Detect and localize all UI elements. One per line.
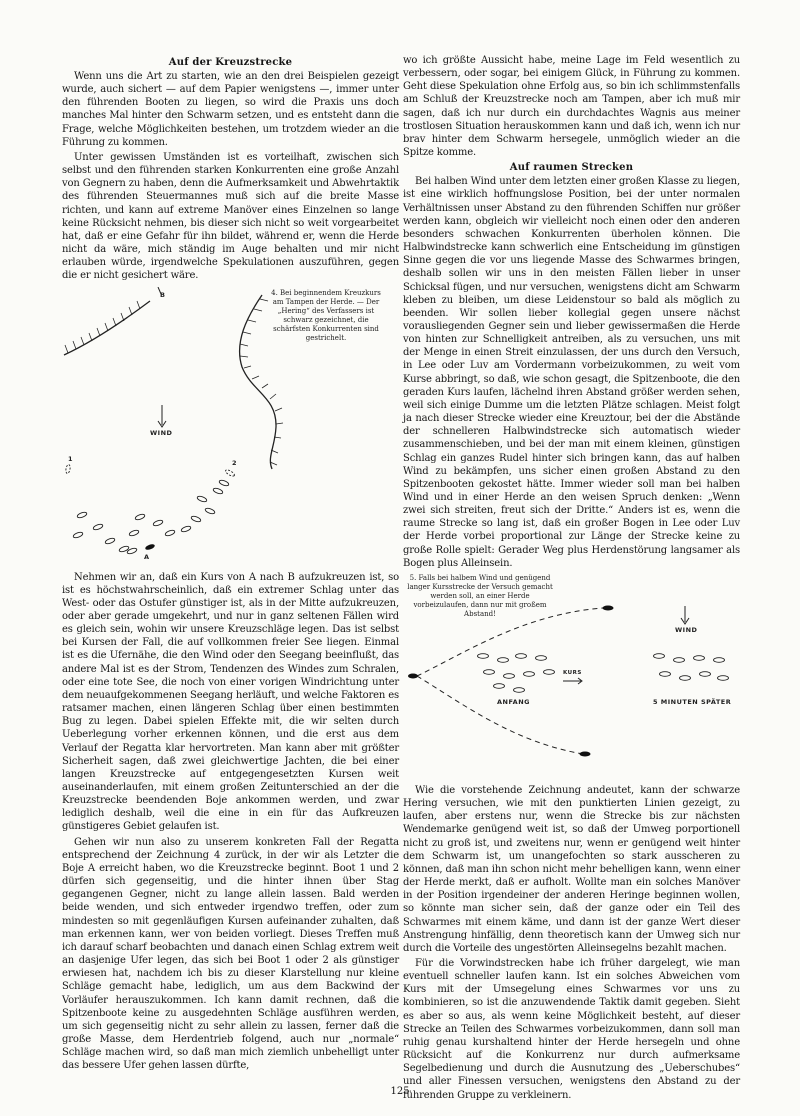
section-heading-raumen-strecken: Auf raumen Strecken (509, 162, 634, 174)
figure-4-label-a: A (144, 552, 150, 561)
figure-5-label-anfang: ANFANG (497, 697, 530, 706)
paragraph: Wenn uns die Art zu starten, wie an den drei Beispielen gezeigt wurde, auch sichert — auf dem Papier wenigstens —, immer unter den führenden Booten zu liegen, so wird die Praxis uns doch manches Mal hinter den Schwarm setzen, und es entsteht dann die Frage, welche Möglichkeiten bestehen, um trotzdem wieder an die Führung zu kommen. (62, 71, 399, 148)
paragraph: Gehen wir nun also zu unserem konkreten Fall der Regatta entsprechend der Zeichnung 4 zurück, in der wir als Letzter die Boje A erreicht haben, wo die Kreuzstrecke beginnt. Boot 1 und 2 dürfen sich gegenseitig, und die hinter ihnen über Stag gegangenen Gegner, nicht zu lange allein lassen. Bald werden beide wenden, und sich entweder irgendwo treffen, oder zum mindesten so mit gegenläufigen Kursen aufeinander zuhalten, daß man erkennen kann, wer von beiden vorliegt. Dieses Treffen muß ich darauf scharf beobachten und danach einen Schlag extrem weit an dasjenige Ufer legen, das sich bei Boot 1 oder 2 als günstiger erwiesen hat, nachdem ich bis zu dieser Klarstellung nur kleine Schläge gemacht habe, lediglich, um aus dem Backwind der Vorläufer herauszukommen. Ich kann damit rechnen, daß die Spitzenboote keine zu ausgedehnten Schläge ausführen werden, um sich gegenseitig nicht zu sehr allein zu lassen, ferner daß die große Masse, dem Herdentrieb folgend, auch nur „normale“ Schläge machen wird, so daß man mich ziemlich unbehelligt unter das bessere Ufer gehen lassen dürfte, (62, 836, 399, 1072)
figure-4-label-wind: WIND (150, 428, 173, 437)
paragraph: Wie die vorstehende Zeichnung andeutet, kann der schwarze Hering versuchen, wie mit den punktierten Linien gezeigt, zu laufen, aber erstens nur, wenn die Strecke bis zur nächsten Wendemarke genügend weit ist, so daß der Umweg porportionell nicht zu groß ist, und zweitens nur, wenn er genügend weit hinter dem Schwarm ist, um unangefochten so stark ausscheren zu können, daß man ihn schon nicht mehr behelligen kann, wenn einer der Herde merkt, daß er aufholt. Wollte man ein solches Manöver in der Position irgendeiner der anderen Heringe beginnen wollen, so könnte man sicher sein, daß der ganze oder ein Teil des Schwarmes mit einem käme, und dann ist der ganze Wert dieser Anstrengung hinfällig, denn theoretisch kann der Umweg sich nur durch die Vorteile des ungestörten Alleinsegelns bezahlt machen. (403, 784, 740, 954)
paragraph: Für die Vorwindstrecken habe ich früher dargelegt, wie man eventuell schneller laufen kann. Ist ein solches Abweichen vom Kurs mit der Umsegelung eines Schwarmes vor uns zu kombinieren, so ist die anzuwendende Taktik damit gegeben. Sieht es aber so aus, als wenn keine Möglichkeit besteht, auf dieser Strecke an Teilen des Schwarmes vorbeizukommen, dann soll man ruhig genau kurshaltend hinter der Herde hersegeln und ohne Rücksicht auf die Konkurrenz nur durch aufmerksame Segelbedienung und durch die Ausnutzung des „Ueberschubes“ und aller Finessen versuchen, wenigstens den Abstand zu der führenden Gruppe zu verkleinern. (403, 957, 740, 1101)
paragraph: Unter gewissen Umständen ist es vorteilhaft, zwischen sich selbst und den führenden starken Konkurrenten eine große Anzahl von Gegnern zu haben, denn die Aufmerksamkeit und Abwehrtaktik des führenden Steuermannes muß sich auf die breite Masse richten, und kann auf extreme Manöver eines Einzelnen so lange keine Rücksicht nehmen, bis dieser sich nicht so weit vorgearbeitet hat, daß er eine Gefahr für ihn bildet, während er, wenn die Herde nicht da wäre, mich ständig im Auge behalten und mir nicht erlauben würde, irgendwelche Spekulationen auszuführen, gegen die er nicht gesichert wäre. (62, 151, 399, 282)
figure-5-caption: 5. Falls bei halbem Wind und genügend langer Kursstrecke der Versuch gemacht werden soll, an einer Herde vorbeizulaufen, dann nur mit großem Abstand! (407, 573, 553, 618)
paragraph: Nehmen wir an, daß ein Kurs von A nach B aufzukreuzen ist, so ist es höchstwahrscheinlich, daß ein extremer Schlag unter das West- oder das Ostufer günstiger ist, als in der Mitte aufzukreuzen, oder aber gerade umgekehrt, und nur in ganz seltenen Fällen wird es gleich sein, wohin wir unsere Kreuzschläge legen. Das ist selbst bei Kursen der Fall, die auf vollkommen freier See liegen. Einmal ist es die Ufernähe, die den Wind oder den Seegang beeinflußt, das andere Mal ist es der Strom, Tendenzen des Windes zum Schralen, oder eine tote See, die noch von einer vorigen Windrichtung unter dem neuaufgekommenen Seegang herläuft, und welche Faktoren es ratsamer machen, einen längeren Schlag über einen bestimmten Bug zu legen. Dabei spielen Effekte mit, die wir selten durch Ueberlegung vorher erkennen können, und die erst aus dem Verlauf der Regatta klar hervortreten. Man kann aber mit größter Sicherheit sagen, daß zwei gleichwertige Jachten, die bei einer langen Kreuzstrecke auf entgegengesetzten Kursen weit auseinanderlaufen, mit einem großen Zeitunterschied an der die Kreuzstrecke beendenden Boje ankommen werden, und zwar lediglich deshalb, weil die eine in ein für das Aufkreuzen günstigeres Gebiet gelaufen ist. (62, 571, 399, 833)
right-column (403, 54, 740, 1104)
figure-4 (62, 287, 399, 567)
figure-5-label-spaeter: 5 MINUTEN SPÄTER (653, 697, 732, 706)
figure-5-label-kurs: KURS (563, 669, 582, 676)
figure-4-label-1: 1 (68, 454, 74, 463)
section-heading-kreuzstrecke: Auf der Kreuzstrecke (168, 57, 293, 68)
page-number: 125 (390, 1086, 410, 1097)
paragraph: wo ich größte Aussicht habe, meine Lage im Feld wesentlich zu verbessern, oder sogar, bei einigem Glück, in Führung zu kommen. Geht diese Spekulation ohne Erfolg aus, so bin ich schlimmstenfalls am Schluß der Kreuzstrecke noch am Tampen, aber ich muß mir sagen, daß ich nur durch ein durchdachtes Wagnis aus meiner trostlosen Situation herauskommen kann und daß ich, wenn ich nur brav hinter dem Schwarm hersegele, unmöglich wieder an die Spitze komme. (403, 55, 740, 159)
figure-5 (403, 574, 740, 780)
figure-5-label-wind: WIND (675, 625, 698, 634)
paragraph: Bei halben Wind unter dem letzten einer großen Klasse zu liegen, ist eine wirklich hoffnungslose Position, bei der unter normalen Verhältnissen unser Abstand zu den führenden Schiffen nur größer werden kann, obgleich wir vielleicht noch einen oder den anderen besonders schwachen Konkurrenten überholen können. Die Halbwindstrecke kann schwerlich eine Entscheidung im günstigen Sinne gegen die vor uns liegende Masse des Schwarmes bringen, deshalb sollen wir uns in den meisten Fällen lieber in unser Schicksal fügen, und nur versuchen, wenigstens dicht am Schwarm kleben zu bleiben, um diese Leidenstour so bald als möglich zu beenden. Wir sollen lieber kollegial gegen unsere nächst vorausliegenden Gegner sein und lieber gewissermaßen die Herde von hinten zur Schnelligkeit antreiben, als zu versuchen, uns mit der Menge in einen Streit einzulassen, der uns durch den Versuch, in Lee oder Luv am Vordermann vorbeizukommen, zu weit vom Kurse abbringt, so daß, wie schon gesagt, die Spitzenboote, die den geraden Kurs laufen, lächelnd ihren Abstand größer werden sehen, weil sich einige Dumme um die letzten Plätze schlagen. Meist folgt ja nach dieser Strecke wieder eine Kreuztour, bei der die Abstände der schnelleren Halbwindstrecke sich automatisch wieder zusammenschieben, und bei der man mit einem kleinen, günstigen Schlag ein ganzes Rudel hinter sich bringen kann, das auf halben Wind zu bekämpfen, uns sicher einen großen Abstand zu den Spitzenbooten gekostet hätte. Immer wieder soll man bei halben Wind und in einer Herde an den weisen Spruch denken: „Wenn zwei sich streiten, freut sich der Dritte.“ Anders ist es, wenn die raume Strecke so lang ist, daß ein großer Bogen in Lee oder Luv der Herde vorbei proportional zur Länge der Strecke keine zu große Rolle spielt: Gerader Weg plus Herdenstörung langsamer als Bogen plus Alleinsein. (403, 176, 740, 569)
figure-4-label-2: 2 (232, 458, 238, 467)
figure-4-label-b: B (160, 290, 166, 299)
figure-4-caption: 4. Bei beginnendem Kreuzkurs am Tampen der Herde. — Der „Hering“ des Verfassers ist schwarz gezeichnet, die schärfsten Konkurrenten sind gestrichelt. (271, 288, 381, 342)
left-column (62, 54, 399, 1074)
